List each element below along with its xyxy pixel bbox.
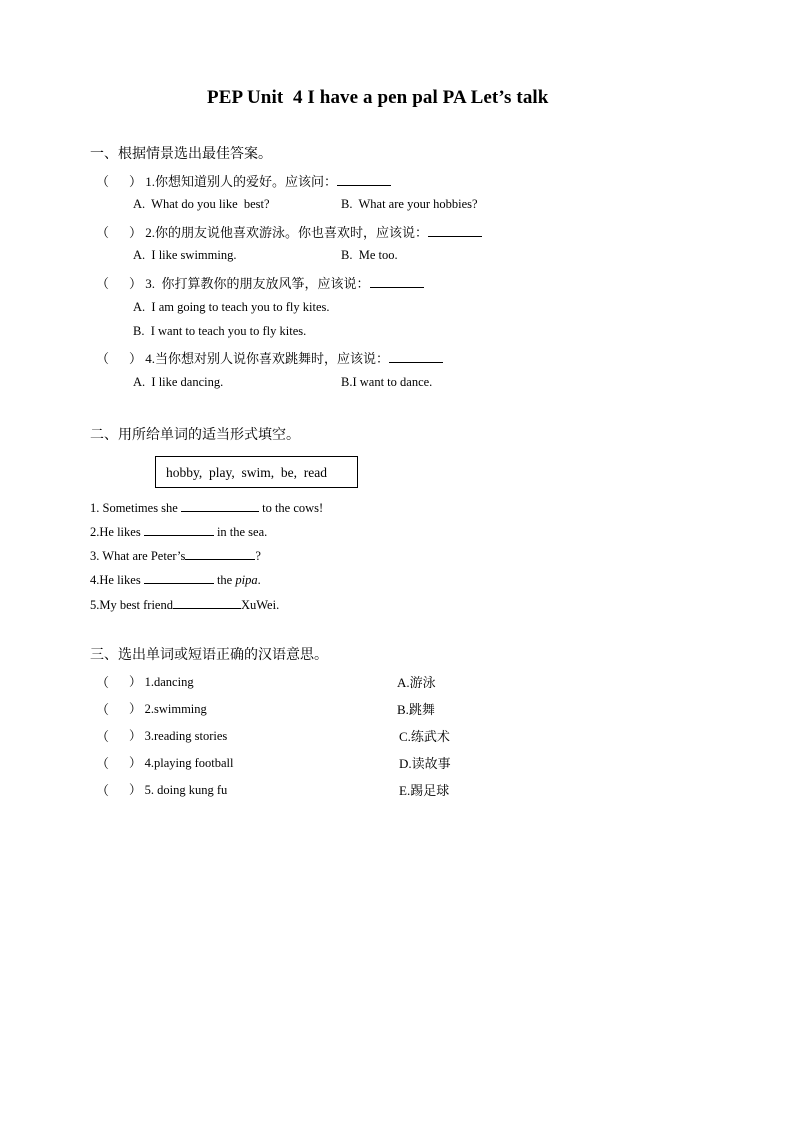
match-option-d: D.读故事 bbox=[399, 756, 451, 771]
match-item-1: ） 1.dancing bbox=[129, 675, 194, 689]
fill-question-3: 3. What are Peter’s ? bbox=[90, 549, 261, 563]
match-option-e: E.踢足球 bbox=[399, 783, 450, 798]
worksheet-title: PEP Unit 4 I have a pen pal PA Let’s talk bbox=[207, 87, 549, 108]
section1-heading: 一、根据情景选出最佳答案。 bbox=[90, 147, 272, 162]
answer-paren: （ bbox=[96, 729, 110, 744]
section3-heading: 三、选出单词或短语正确的汉语意思。 bbox=[90, 648, 328, 663]
answer-paren: （ bbox=[96, 756, 110, 771]
answer-blank[interactable] bbox=[370, 275, 424, 288]
question-4-option-a: A. I like dancing. bbox=[133, 375, 224, 389]
match-option-a: A.游泳 bbox=[397, 675, 436, 690]
question-3-stem: ） 3. 你打算教你的朋友放风筝，应该说： bbox=[129, 273, 424, 292]
answer-paren: （ bbox=[96, 225, 110, 240]
fill-blank[interactable] bbox=[173, 596, 241, 609]
section2-heading: 二、用所给单词的适当形式填空。 bbox=[90, 428, 300, 443]
word-box-text: hobby, play, swim, be, read bbox=[166, 465, 327, 480]
question-1-option-a: A. What do you like best? bbox=[133, 197, 270, 211]
match-option-c: C.练武术 bbox=[399, 729, 450, 744]
question-3-option-a: A. I am going to teach you to fly kites. bbox=[133, 300, 330, 314]
fill-question-2: 2.He likes in the sea. bbox=[90, 525, 268, 539]
italic-word: pipa bbox=[235, 573, 258, 587]
fill-blank[interactable] bbox=[144, 523, 214, 536]
answer-paren: （ bbox=[96, 702, 110, 717]
question-2-stem: ） 2.你的朋友说他喜欢游泳。你也喜欢时，应该说： bbox=[129, 222, 482, 241]
fill-blank[interactable] bbox=[185, 547, 255, 560]
question-4-stem: ） 4.当你想对别人说你喜欢跳舞时，应该说： bbox=[129, 348, 443, 367]
question-2-option-a: A. I like swimming. bbox=[133, 248, 237, 262]
match-option-b: B.跳舞 bbox=[397, 702, 435, 717]
answer-paren: （ bbox=[96, 675, 110, 690]
question-1-option-b: B. What are your hobbies? bbox=[341, 197, 478, 211]
answer-paren: （ bbox=[96, 276, 110, 291]
question-2-option-b: B. Me too. bbox=[341, 248, 398, 262]
fill-question-1: 1. Sometimes she to the cows! bbox=[90, 501, 324, 515]
fill-question-4: 4.He likes the pipa. bbox=[90, 573, 261, 587]
answer-blank[interactable] bbox=[389, 350, 443, 363]
question-1-stem: ） 1.你想知道别人的爱好。应该问： bbox=[129, 171, 391, 190]
match-item-4: ） 4.playing football bbox=[129, 756, 234, 770]
answer-blank[interactable] bbox=[337, 173, 391, 186]
match-item-3: ） 3.reading stories bbox=[129, 729, 228, 743]
answer-paren: （ bbox=[96, 351, 110, 366]
match-item-5: ） 5. doing kung fu bbox=[129, 783, 228, 797]
fill-blank[interactable] bbox=[144, 571, 214, 584]
word-box bbox=[155, 456, 358, 488]
fill-blank[interactable] bbox=[181, 499, 259, 512]
fill-question-5: 5.My best friend XuWei. bbox=[90, 598, 280, 612]
answer-paren: （ bbox=[96, 174, 110, 189]
question-4-option-b: B.I want to dance. bbox=[341, 375, 433, 389]
answer-paren: （ bbox=[96, 783, 110, 798]
answer-blank[interactable] bbox=[428, 224, 482, 237]
match-item-2: ） 2.swimming bbox=[129, 702, 207, 716]
question-3-option-b: B. I want to teach you to fly kites. bbox=[133, 324, 307, 338]
